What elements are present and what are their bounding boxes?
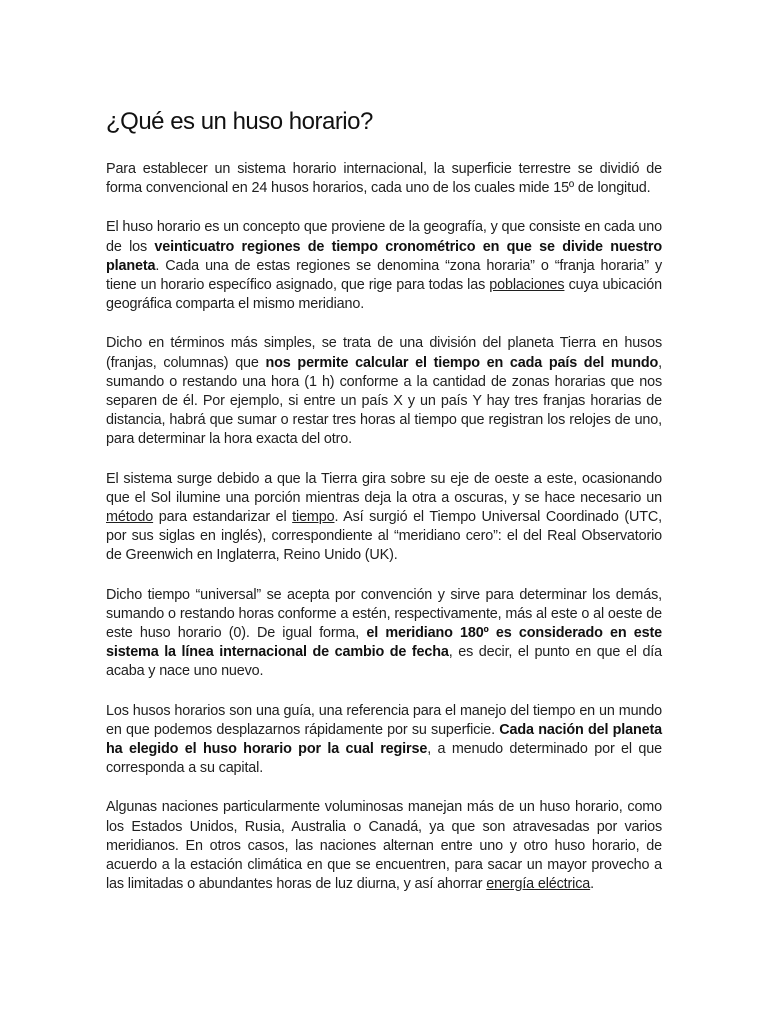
paragraph-5	[106, 586, 662, 682]
document-body	[106, 160, 662, 895]
bold-text: Cada nación del planeta ha elegido el huso horario por la cual regirse	[106, 721, 662, 758]
text-run: Los husos horarios son una guía, una referencia para el manejo del tiempo en un mundo en que podemos desplazarnos rápidamente por su superficie.	[106, 702, 662, 738]
text-run: , sumando o restando una hora (1 h) conforme a la cantidad de zonas horarias que nos separen de él. Por ejemplo, si entre un país X y un país Y hay tres franjas horarias de distancia, habrá que sumar o restar tres horas al tiempo que registran los relojes de uno, para determinar la hora exacta del otro.	[106, 354, 662, 448]
paragraph-3	[106, 334, 662, 449]
text-run: El sistema surge debido a que la Tierra gira sobre su eje de oeste a este, ocasionando que el Sol ilumine una porción mientras deja la otra a oscuras, y se hace necesario un	[106, 470, 662, 506]
text-run: . Cada una de estas regiones se denomina “zona horaria” o “franja horaria” y tiene un horario específico asignado, que rige para todas las	[106, 257, 662, 294]
text-run: Dicho tiempo “universal” se acepta por convención y sirve para determinar los demás, sumando o restando horas conforme a estén, respectivamente, más al este o al oeste de este huso horario (0). De igual forma,	[106, 586, 662, 642]
text-run: , a menudo determinado por el que corresponda a su capital.	[106, 741, 662, 777]
underlined-link[interactable]: poblaciones	[489, 277, 565, 294]
paragraph-1	[106, 160, 662, 198]
text-run: cuya ubicación geográfica comparta el mismo meridiano.	[106, 277, 662, 313]
underlined-link[interactable]: tiempo	[292, 509, 335, 526]
paragraph-7	[106, 798, 662, 894]
document-page	[106, 108, 662, 915]
text-run: .	[590, 876, 594, 893]
text-run: Dicho en términos más simples, se trata de una división del planeta Tierra en husos (franjas, columnas) que	[106, 335, 662, 371]
text-run: para estandarizar el	[153, 509, 293, 526]
underlined-link[interactable]: energía eléctrica	[486, 876, 591, 893]
text-run: , es decir, el punto en que el día acaba y nace uno nuevo.	[106, 644, 663, 680]
paragraph-6	[106, 702, 662, 779]
paragraph-4	[106, 470, 662, 566]
underlined-link[interactable]: método	[106, 509, 154, 526]
bold-text: nos permite calcular el tiempo en cada país del mundo	[265, 354, 659, 371]
page-title: ¿Qué es un huso horario?	[106, 108, 373, 135]
text-run: Para establecer un sistema horario internacional, la superficie terrestre se dividió de forma convencional en 24 husos horarios, cada uno de los cuales mide 15º de longitud.	[106, 161, 662, 197]
bold-text: el meridiano 180º es considerado en este sistema la línea internacional de cambio de fecha	[106, 625, 662, 661]
bold-text: veinticuatro regiones de tiempo cronométrico en que se divide nuestro planeta	[106, 238, 662, 274]
text-run: . Así surgió el Tiempo Universal Coordinado (UTC, por sus siglas en inglés), correspondiente al “meridiano cero”: el del Real Observatorio de Greenwich en Inglaterra, Reino Unido (UK).	[106, 509, 662, 564]
text-run: Algunas naciones particularmente voluminosas manejan más de un huso horario, como los Estados Unidos, Rusia, Australia o Canadá, ya que son atravesadas por varios meridianos. En otros casos, las naciones alternan entre uno y otro huso horario, de acuerdo a la estación climática en que se encuentren, para sacar un mayor provecho a las limitadas o abundantes horas de luz diurna, y así ahorrar	[106, 799, 662, 893]
text-run: El huso horario es un concepto que proviene de la geografía, y que consiste en cada uno de los	[106, 219, 662, 255]
paragraph-2	[106, 218, 662, 314]
